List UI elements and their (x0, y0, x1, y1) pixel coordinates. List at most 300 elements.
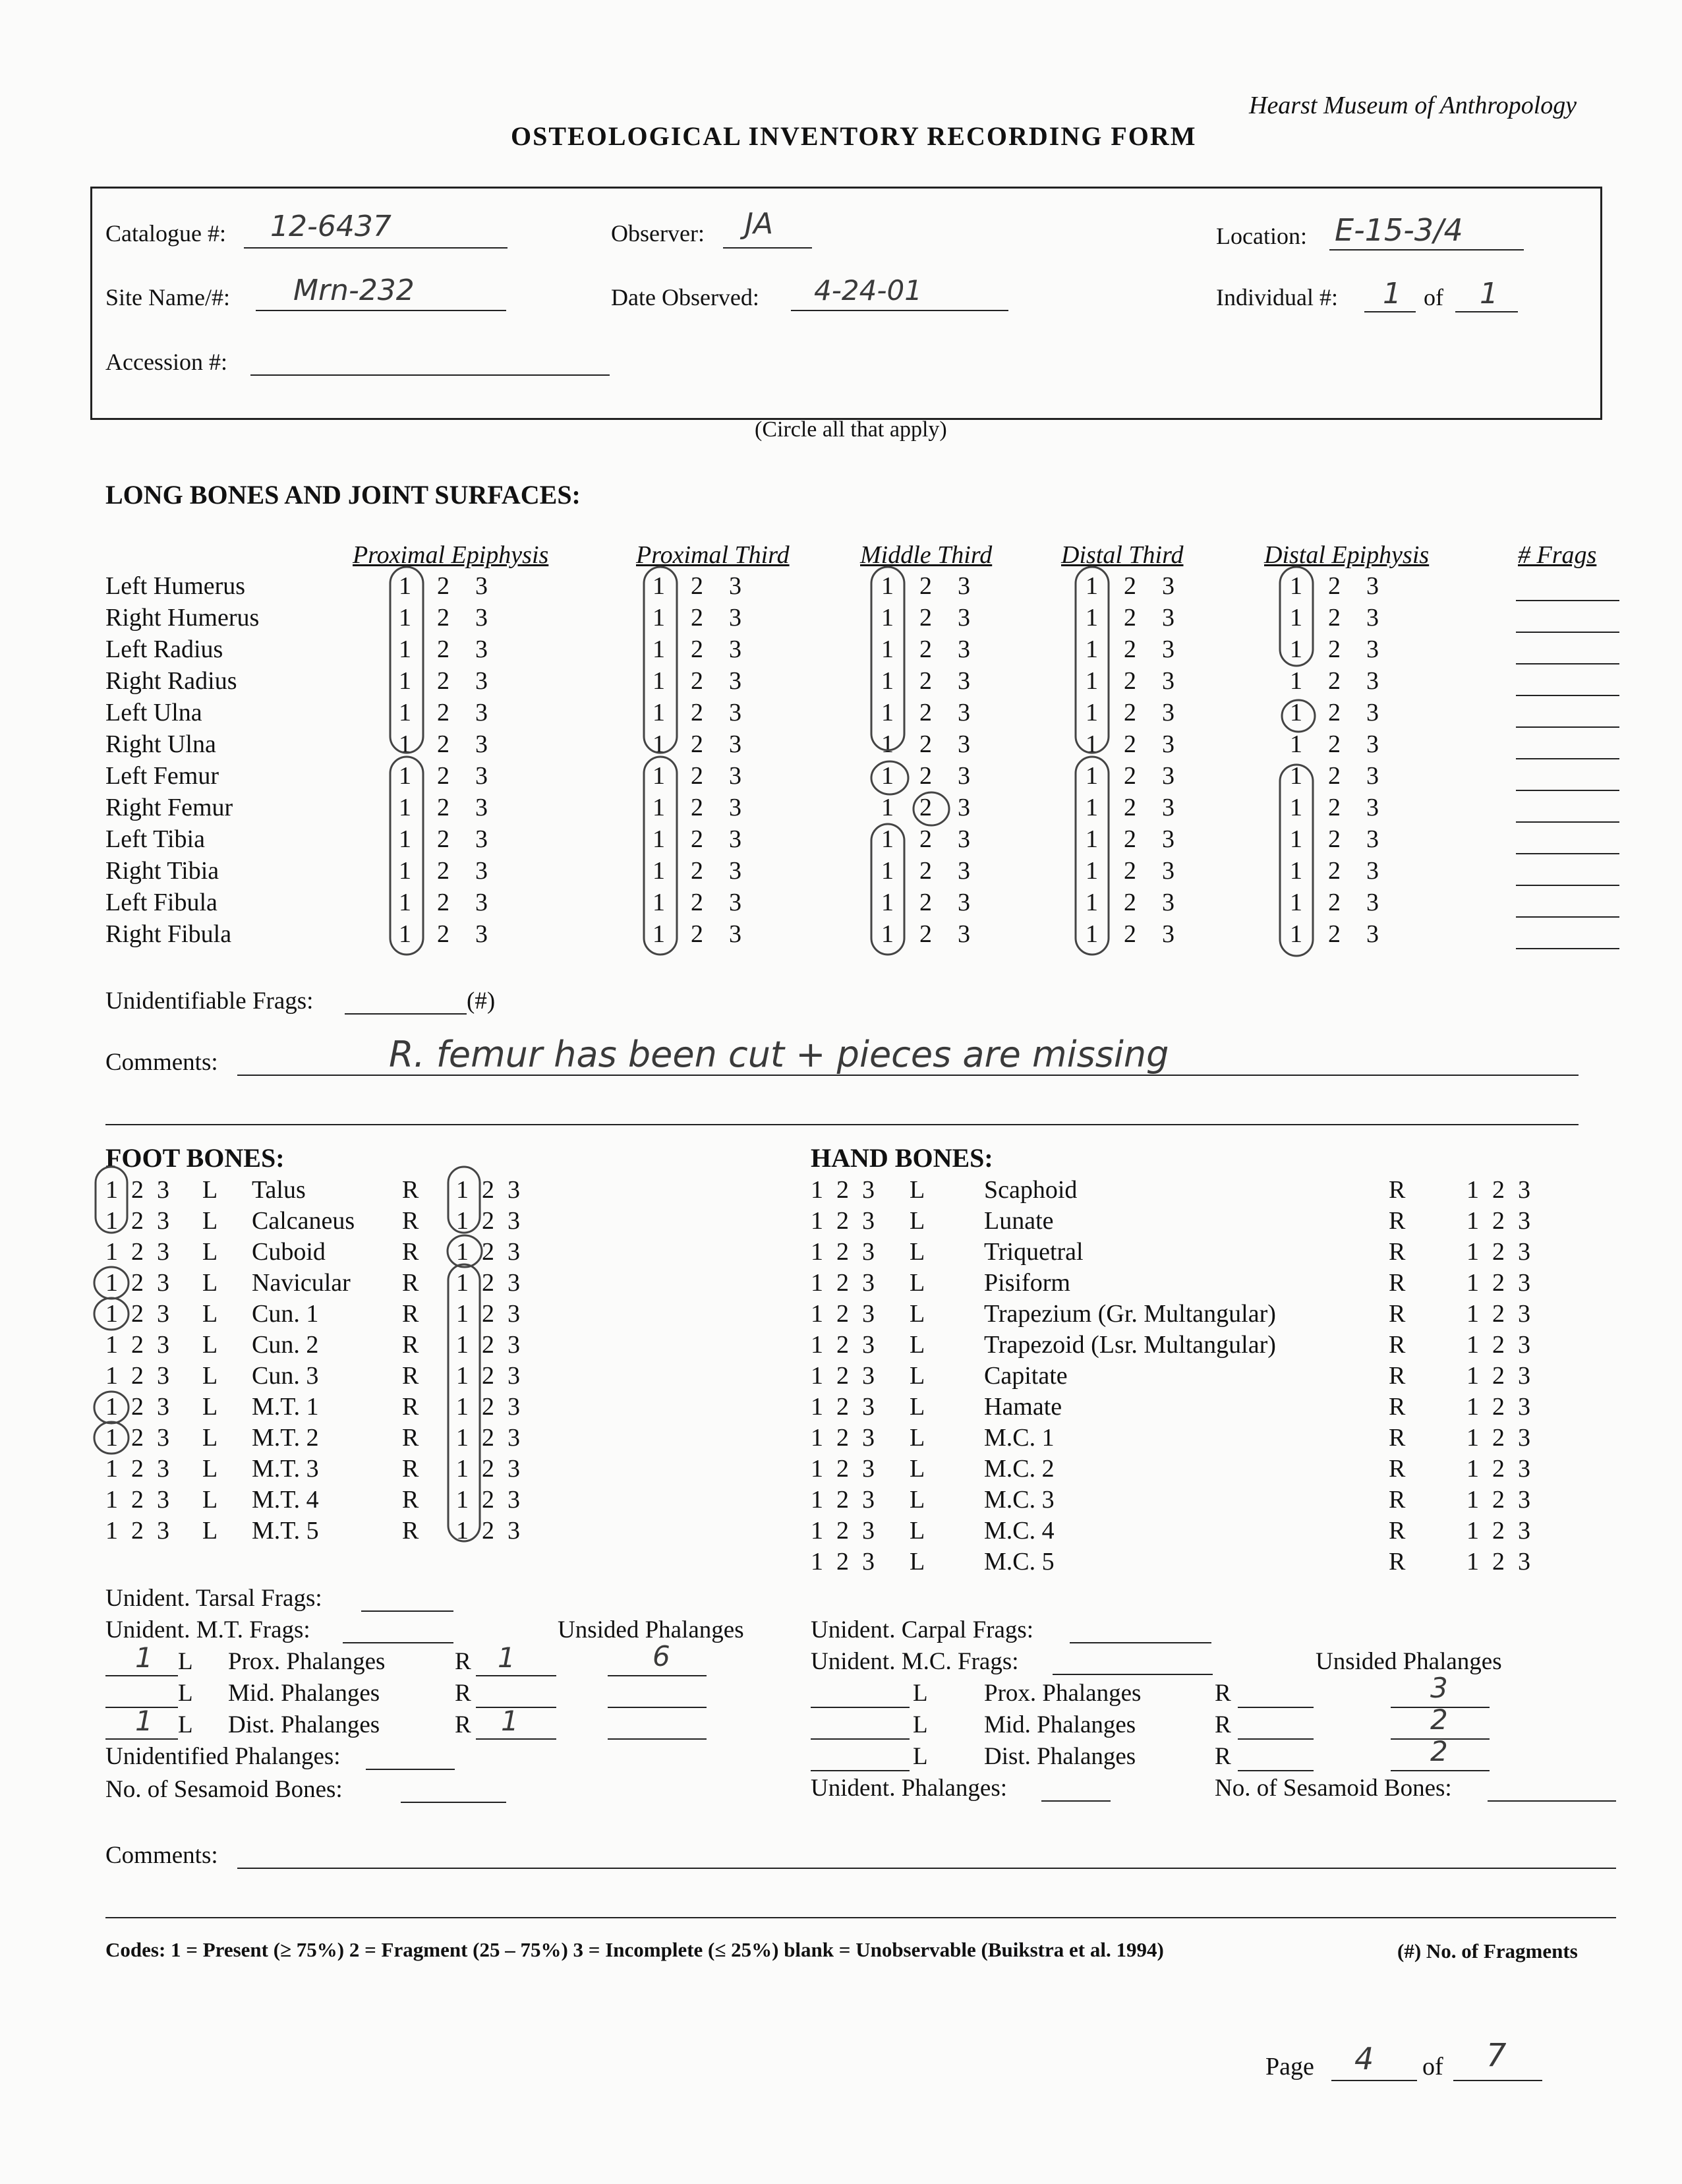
score-option[interactable]: 3 (475, 730, 488, 758)
foot-l-score[interactable]: 2 (131, 1331, 144, 1359)
score-option[interactable]: 3 (475, 857, 488, 885)
score-option[interactable]: 3 (1162, 572, 1174, 600)
score-option[interactable]: 1 (652, 699, 665, 726)
foot-r-score[interactable]: 3 (508, 1455, 520, 1483)
score-option[interactable]: 2 (919, 825, 932, 853)
hand-l-score[interactable]: 1 (811, 1362, 823, 1390)
hand-l-score[interactable]: 1 (811, 1300, 823, 1328)
hand-l-score[interactable]: 1 (811, 1207, 823, 1235)
hand-r-score[interactable]: 3 (1518, 1548, 1530, 1576)
hand-l-score[interactable]: 1 (811, 1517, 823, 1545)
foot-r-score[interactable]: 3 (508, 1331, 520, 1359)
hand-prox-unsided[interactable]: 3 (1430, 1672, 1448, 1704)
hand-r-score[interactable]: 3 (1518, 1331, 1530, 1359)
score-option[interactable]: 2 (691, 730, 703, 758)
hand-l-score[interactable]: 1 (811, 1269, 823, 1297)
score-option[interactable]: 1 (652, 825, 665, 853)
score-option[interactable]: 2 (919, 857, 932, 885)
hand-l-score[interactable]: 3 (862, 1207, 875, 1235)
score-option[interactable]: 1 (1290, 889, 1302, 916)
score-option[interactable]: 2 (1124, 699, 1136, 726)
hand-l-score[interactable]: 3 (862, 1548, 875, 1576)
hand-r-score[interactable]: 2 (1492, 1393, 1505, 1421)
score-option[interactable]: 3 (729, 889, 741, 916)
score-option[interactable]: 3 (475, 699, 488, 726)
hand-l-score[interactable]: 2 (836, 1517, 849, 1545)
foot-r-score[interactable]: 1 (456, 1331, 469, 1359)
foot-prox-unsided[interactable]: 6 (652, 1640, 670, 1672)
foot-r-score[interactable]: 3 (508, 1176, 520, 1204)
score-option[interactable]: 3 (475, 920, 488, 948)
frags-field[interactable] (1516, 600, 1619, 601)
foot-l-score[interactable]: 3 (157, 1455, 169, 1483)
score-option[interactable]: 3 (958, 857, 970, 885)
hand-r-score[interactable]: 2 (1492, 1424, 1505, 1452)
hand-r-score[interactable]: 3 (1518, 1207, 1530, 1235)
foot-l-score[interactable]: 2 (131, 1238, 144, 1266)
score-option[interactable]: 2 (691, 825, 703, 853)
score-option[interactable]: 1 (881, 730, 894, 758)
hand-r-score[interactable]: 2 (1492, 1176, 1505, 1204)
foot-l-score[interactable]: 1 (105, 1393, 118, 1421)
foot-r-score[interactable]: 1 (456, 1424, 469, 1452)
score-option[interactable]: 3 (1366, 699, 1379, 726)
foot-r-score[interactable]: 1 (456, 1300, 469, 1328)
score-option[interactable]: 3 (729, 699, 741, 726)
hand-l-score[interactable]: 2 (836, 1207, 849, 1235)
hand-l-score[interactable]: 2 (836, 1393, 849, 1421)
score-option[interactable]: 1 (399, 572, 411, 600)
score-option[interactable]: 3 (958, 920, 970, 948)
comments-value[interactable]: R. femur has been cut + pieces are missing (389, 1034, 1169, 1075)
score-option[interactable]: 2 (919, 730, 932, 758)
hand-r-score[interactable]: 2 (1492, 1300, 1505, 1328)
hand-r-score[interactable]: 1 (1466, 1362, 1479, 1390)
score-option[interactable]: 3 (958, 730, 970, 758)
score-option[interactable]: 2 (437, 762, 450, 790)
foot-r-score[interactable]: 2 (482, 1269, 494, 1297)
score-option[interactable]: 3 (1366, 635, 1379, 663)
foot-dist-l[interactable]: 1 (135, 1705, 153, 1737)
frags-field[interactable] (1516, 663, 1619, 664)
score-option[interactable]: 2 (919, 635, 932, 663)
foot-l-score[interactable]: 1 (105, 1455, 118, 1483)
hand-l-score[interactable]: 3 (862, 1238, 875, 1266)
hand-r-score[interactable]: 3 (1518, 1300, 1530, 1328)
score-option[interactable]: 3 (958, 762, 970, 790)
score-option[interactable]: 2 (919, 667, 932, 695)
hand-r-score[interactable]: 1 (1466, 1238, 1479, 1266)
score-option[interactable]: 1 (1086, 635, 1098, 663)
hand-l-score[interactable]: 2 (836, 1269, 849, 1297)
foot-l-score[interactable]: 2 (131, 1424, 144, 1452)
foot-prox-l[interactable]: 1 (135, 1641, 153, 1674)
individual-total[interactable]: 1 (1480, 277, 1498, 310)
score-option[interactable]: 2 (437, 604, 450, 632)
score-option[interactable]: 3 (1162, 920, 1174, 948)
score-option[interactable]: 2 (919, 699, 932, 726)
foot-l-score[interactable]: 3 (157, 1486, 169, 1514)
foot-r-score[interactable]: 3 (508, 1300, 520, 1328)
score-option[interactable]: 2 (1124, 730, 1136, 758)
score-option[interactable]: 1 (652, 572, 665, 600)
score-option[interactable]: 3 (958, 635, 970, 663)
foot-l-score[interactable]: 1 (105, 1331, 118, 1359)
foot-l-score[interactable]: 3 (157, 1393, 169, 1421)
score-option[interactable]: 3 (1366, 572, 1379, 600)
score-option[interactable]: 2 (691, 889, 703, 916)
score-option[interactable]: 1 (1086, 920, 1098, 948)
hand-r-score[interactable]: 1 (1466, 1424, 1479, 1452)
foot-l-score[interactable]: 1 (105, 1176, 118, 1204)
hand-l-score[interactable]: 2 (836, 1455, 849, 1483)
score-option[interactable]: 3 (958, 604, 970, 632)
foot-l-score[interactable]: 2 (131, 1517, 144, 1545)
score-option[interactable]: 3 (958, 667, 970, 695)
score-option[interactable]: 2 (1124, 889, 1136, 916)
score-option[interactable]: 1 (1290, 794, 1302, 821)
hand-r-score[interactable]: 1 (1466, 1176, 1479, 1204)
foot-r-score[interactable]: 2 (482, 1300, 494, 1328)
hand-r-score[interactable]: 3 (1518, 1269, 1530, 1297)
score-option[interactable]: 1 (399, 699, 411, 726)
hand-l-score[interactable]: 1 (811, 1393, 823, 1421)
score-option[interactable]: 3 (475, 667, 488, 695)
hand-l-score[interactable]: 2 (836, 1548, 849, 1576)
frags-field[interactable] (1516, 695, 1619, 696)
foot-l-score[interactable]: 3 (157, 1269, 169, 1297)
score-option[interactable]: 2 (919, 920, 932, 948)
hand-r-score[interactable]: 2 (1492, 1269, 1505, 1297)
score-option[interactable]: 1 (1290, 762, 1302, 790)
foot-r-score[interactable]: 3 (508, 1393, 520, 1421)
score-option[interactable]: 2 (919, 604, 932, 632)
score-option[interactable]: 3 (1366, 794, 1379, 821)
score-option[interactable]: 1 (652, 604, 665, 632)
foot-l-score[interactable]: 3 (157, 1176, 169, 1204)
score-option[interactable]: 3 (958, 699, 970, 726)
hand-l-score[interactable]: 2 (836, 1176, 849, 1204)
foot-r-score[interactable]: 1 (456, 1517, 469, 1545)
score-option[interactable]: 1 (1086, 889, 1098, 916)
score-option[interactable]: 1 (881, 572, 894, 600)
score-option[interactable]: 3 (1162, 730, 1174, 758)
hand-r-score[interactable]: 3 (1518, 1517, 1530, 1545)
hand-l-score[interactable]: 1 (811, 1176, 823, 1204)
hand-mid-unsided[interactable]: 2 (1430, 1703, 1448, 1736)
location-value[interactable]: E-15-3/4 (1335, 212, 1463, 248)
foot-l-score[interactable]: 1 (105, 1269, 118, 1297)
foot-r-score[interactable]: 3 (508, 1517, 520, 1545)
score-option[interactable]: 1 (881, 794, 894, 821)
score-option[interactable]: 2 (691, 762, 703, 790)
foot-r-score[interactable]: 1 (456, 1455, 469, 1483)
score-option[interactable]: 1 (1290, 604, 1302, 632)
score-option[interactable]: 1 (1290, 635, 1302, 663)
foot-dist-r[interactable]: 1 (501, 1705, 519, 1737)
score-option[interactable]: 2 (691, 794, 703, 821)
score-option[interactable]: 3 (1162, 794, 1174, 821)
foot-r-score[interactable]: 3 (508, 1486, 520, 1514)
score-option[interactable]: 3 (958, 794, 970, 821)
hand-r-score[interactable]: 2 (1492, 1548, 1505, 1576)
score-option[interactable]: 3 (958, 889, 970, 916)
score-option[interactable]: 2 (1328, 857, 1341, 885)
hand-dist-unsided[interactable]: 2 (1430, 1735, 1448, 1767)
hand-r-score[interactable]: 3 (1518, 1238, 1530, 1266)
score-option[interactable]: 1 (1086, 604, 1098, 632)
score-option[interactable]: 3 (729, 762, 741, 790)
hand-l-score[interactable]: 2 (836, 1300, 849, 1328)
score-option[interactable]: 1 (1086, 667, 1098, 695)
hand-l-score[interactable]: 2 (836, 1238, 849, 1266)
foot-r-score[interactable]: 2 (482, 1424, 494, 1452)
score-option[interactable]: 1 (399, 635, 411, 663)
score-option[interactable]: 1 (881, 604, 894, 632)
hand-l-score[interactable]: 1 (811, 1486, 823, 1514)
score-option[interactable]: 3 (475, 604, 488, 632)
hand-l-score[interactable]: 2 (836, 1331, 849, 1359)
foot-r-score[interactable]: 1 (456, 1362, 469, 1390)
foot-l-score[interactable]: 2 (131, 1269, 144, 1297)
score-option[interactable]: 3 (475, 762, 488, 790)
score-option[interactable]: 1 (1086, 762, 1098, 790)
hand-r-score[interactable]: 1 (1466, 1207, 1479, 1235)
hand-r-score[interactable]: 2 (1492, 1238, 1505, 1266)
individual-value[interactable]: 1 (1383, 277, 1401, 310)
hand-r-score[interactable]: 2 (1492, 1362, 1505, 1390)
frags-field[interactable] (1516, 632, 1619, 633)
foot-l-score[interactable]: 2 (131, 1393, 144, 1421)
hand-r-score[interactable]: 2 (1492, 1486, 1505, 1514)
score-option[interactable]: 3 (1366, 667, 1379, 695)
foot-r-score[interactable]: 3 (508, 1238, 520, 1266)
foot-r-score[interactable]: 3 (508, 1269, 520, 1297)
score-option[interactable]: 2 (437, 572, 450, 600)
score-option[interactable]: 3 (1366, 825, 1379, 853)
score-option[interactable]: 2 (437, 889, 450, 916)
foot-r-score[interactable]: 1 (456, 1269, 469, 1297)
score-option[interactable]: 3 (729, 572, 741, 600)
score-option[interactable]: 1 (1290, 857, 1302, 885)
date-value[interactable]: 4-24-01 (814, 274, 922, 307)
score-option[interactable]: 3 (1162, 667, 1174, 695)
score-option[interactable]: 1 (1086, 730, 1098, 758)
site-value[interactable]: Mrn-232 (293, 274, 415, 307)
score-option[interactable]: 2 (437, 667, 450, 695)
hand-l-score[interactable]: 2 (836, 1424, 849, 1452)
score-option[interactable]: 2 (919, 889, 932, 916)
score-option[interactable]: 3 (1366, 604, 1379, 632)
score-option[interactable]: 2 (691, 667, 703, 695)
score-option[interactable]: 1 (399, 667, 411, 695)
score-option[interactable]: 3 (1366, 857, 1379, 885)
hand-l-score[interactable]: 3 (862, 1455, 875, 1483)
foot-l-score[interactable]: 3 (157, 1207, 169, 1235)
score-option[interactable]: 3 (729, 667, 741, 695)
score-option[interactable]: 2 (1124, 794, 1136, 821)
hand-l-score[interactable]: 3 (862, 1331, 875, 1359)
hand-r-score[interactable]: 1 (1466, 1269, 1479, 1297)
score-option[interactable]: 2 (1124, 667, 1136, 695)
score-option[interactable]: 3 (1162, 699, 1174, 726)
frags-field[interactable] (1516, 821, 1619, 823)
foot-r-score[interactable]: 2 (482, 1362, 494, 1390)
score-option[interactable]: 2 (1328, 699, 1341, 726)
score-option[interactable]: 2 (1328, 572, 1341, 600)
hand-r-score[interactable]: 2 (1492, 1331, 1505, 1359)
score-option[interactable]: 2 (691, 699, 703, 726)
score-option[interactable]: 3 (1162, 762, 1174, 790)
score-option[interactable]: 1 (1290, 825, 1302, 853)
foot-l-score[interactable]: 2 (131, 1455, 144, 1483)
score-option[interactable]: 2 (1124, 857, 1136, 885)
score-option[interactable]: 3 (1162, 825, 1174, 853)
hand-r-score[interactable]: 3 (1518, 1486, 1530, 1514)
score-option[interactable]: 1 (1290, 730, 1302, 758)
score-option[interactable]: 1 (652, 920, 665, 948)
score-option[interactable]: 1 (652, 889, 665, 916)
hand-r-score[interactable]: 1 (1466, 1393, 1479, 1421)
score-option[interactable]: 1 (399, 825, 411, 853)
frags-field[interactable] (1516, 790, 1619, 791)
foot-l-score[interactable]: 2 (131, 1176, 144, 1204)
score-option[interactable]: 3 (958, 572, 970, 600)
hand-l-score[interactable]: 1 (811, 1331, 823, 1359)
score-option[interactable]: 2 (691, 920, 703, 948)
score-option[interactable]: 2 (919, 572, 932, 600)
hand-r-score[interactable]: 1 (1466, 1331, 1479, 1359)
score-option[interactable]: 1 (652, 635, 665, 663)
score-option[interactable]: 2 (437, 699, 450, 726)
score-option[interactable]: 2 (1124, 825, 1136, 853)
foot-l-score[interactable]: 2 (131, 1486, 144, 1514)
score-option[interactable]: 3 (1366, 730, 1379, 758)
score-option[interactable]: 3 (729, 920, 741, 948)
foot-l-score[interactable]: 3 (157, 1300, 169, 1328)
score-option[interactable]: 2 (1124, 635, 1136, 663)
frags-field[interactable] (1516, 853, 1619, 854)
foot-l-score[interactable]: 1 (105, 1300, 118, 1328)
hand-r-score[interactable]: 2 (1492, 1207, 1505, 1235)
score-option[interactable]: 1 (881, 857, 894, 885)
foot-r-score[interactable]: 1 (456, 1238, 469, 1266)
hand-l-score[interactable]: 3 (862, 1424, 875, 1452)
page-total[interactable]: 7 (1486, 2037, 1507, 2074)
hand-r-score[interactable]: 1 (1466, 1455, 1479, 1483)
hand-l-score[interactable]: 1 (811, 1548, 823, 1576)
score-option[interactable]: 2 (691, 635, 703, 663)
score-option[interactable]: 3 (1366, 889, 1379, 916)
foot-l-score[interactable]: 1 (105, 1517, 118, 1545)
score-option[interactable]: 2 (437, 857, 450, 885)
foot-r-score[interactable]: 3 (508, 1362, 520, 1390)
score-option[interactable]: 2 (1328, 794, 1341, 821)
hand-l-score[interactable]: 1 (811, 1424, 823, 1452)
score-option[interactable]: 3 (729, 604, 741, 632)
foot-l-score[interactable]: 3 (157, 1238, 169, 1266)
score-option[interactable]: 3 (729, 794, 741, 821)
score-option[interactable]: 1 (1086, 699, 1098, 726)
hand-r-score[interactable]: 3 (1518, 1362, 1530, 1390)
score-option[interactable]: 1 (399, 857, 411, 885)
score-option[interactable]: 1 (1290, 667, 1302, 695)
score-option[interactable]: 1 (881, 635, 894, 663)
score-option[interactable]: 3 (1162, 889, 1174, 916)
score-option[interactable]: 1 (399, 762, 411, 790)
score-option[interactable]: 2 (1328, 825, 1341, 853)
foot-r-score[interactable]: 2 (482, 1176, 494, 1204)
hand-r-score[interactable]: 3 (1518, 1455, 1530, 1483)
hand-l-score[interactable]: 3 (862, 1300, 875, 1328)
foot-l-score[interactable]: 1 (105, 1207, 118, 1235)
foot-r-score[interactable]: 2 (482, 1486, 494, 1514)
score-option[interactable]: 3 (475, 794, 488, 821)
score-option[interactable]: 1 (652, 667, 665, 695)
foot-l-score[interactable]: 3 (157, 1362, 169, 1390)
foot-l-score[interactable]: 2 (131, 1207, 144, 1235)
score-option[interactable]: 1 (399, 920, 411, 948)
frags-field[interactable] (1516, 948, 1619, 949)
score-option[interactable]: 3 (1162, 635, 1174, 663)
foot-l-score[interactable]: 2 (131, 1362, 144, 1390)
score-option[interactable]: 1 (1290, 572, 1302, 600)
score-option[interactable]: 1 (652, 794, 665, 821)
score-option[interactable]: 1 (881, 762, 894, 790)
foot-r-score[interactable]: 3 (508, 1424, 520, 1452)
hand-r-score[interactable]: 2 (1492, 1455, 1505, 1483)
foot-r-score[interactable]: 2 (482, 1517, 494, 1545)
foot-l-score[interactable]: 1 (105, 1362, 118, 1390)
hand-l-score[interactable]: 1 (811, 1238, 823, 1266)
observer-value[interactable]: JA (745, 207, 774, 241)
score-option[interactable]: 2 (1328, 604, 1341, 632)
foot-prox-r[interactable]: 1 (498, 1641, 515, 1674)
foot-r-score[interactable]: 2 (482, 1207, 494, 1235)
frags-field[interactable] (1516, 758, 1619, 759)
frags-field[interactable] (1516, 885, 1619, 886)
score-option[interactable]: 3 (729, 857, 741, 885)
score-option[interactable]: 2 (919, 794, 932, 821)
score-option[interactable]: 1 (881, 825, 894, 853)
foot-r-score[interactable]: 2 (482, 1331, 494, 1359)
score-option[interactable]: 1 (881, 699, 894, 726)
hand-r-score[interactable]: 1 (1466, 1486, 1479, 1514)
score-option[interactable]: 2 (1124, 920, 1136, 948)
score-option[interactable]: 1 (1086, 857, 1098, 885)
score-option[interactable]: 1 (881, 667, 894, 695)
score-option[interactable]: 1 (881, 920, 894, 948)
foot-l-score[interactable]: 1 (105, 1238, 118, 1266)
frags-field[interactable] (1516, 726, 1619, 728)
score-option[interactable]: 2 (691, 572, 703, 600)
score-option[interactable]: 2 (1328, 667, 1341, 695)
score-option[interactable]: 2 (437, 730, 450, 758)
score-option[interactable]: 2 (437, 794, 450, 821)
score-option[interactable]: 1 (1086, 794, 1098, 821)
foot-r-score[interactable]: 2 (482, 1455, 494, 1483)
score-option[interactable]: 1 (1290, 699, 1302, 726)
frags-field[interactable] (1516, 916, 1619, 918)
score-option[interactable]: 3 (729, 730, 741, 758)
score-option[interactable]: 2 (1328, 762, 1341, 790)
score-option[interactable]: 3 (475, 635, 488, 663)
foot-l-score[interactable]: 3 (157, 1517, 169, 1545)
foot-r-score[interactable]: 1 (456, 1176, 469, 1204)
hand-r-score[interactable]: 3 (1518, 1176, 1530, 1204)
foot-r-score[interactable]: 3 (508, 1207, 520, 1235)
hand-r-score[interactable]: 1 (1466, 1548, 1479, 1576)
